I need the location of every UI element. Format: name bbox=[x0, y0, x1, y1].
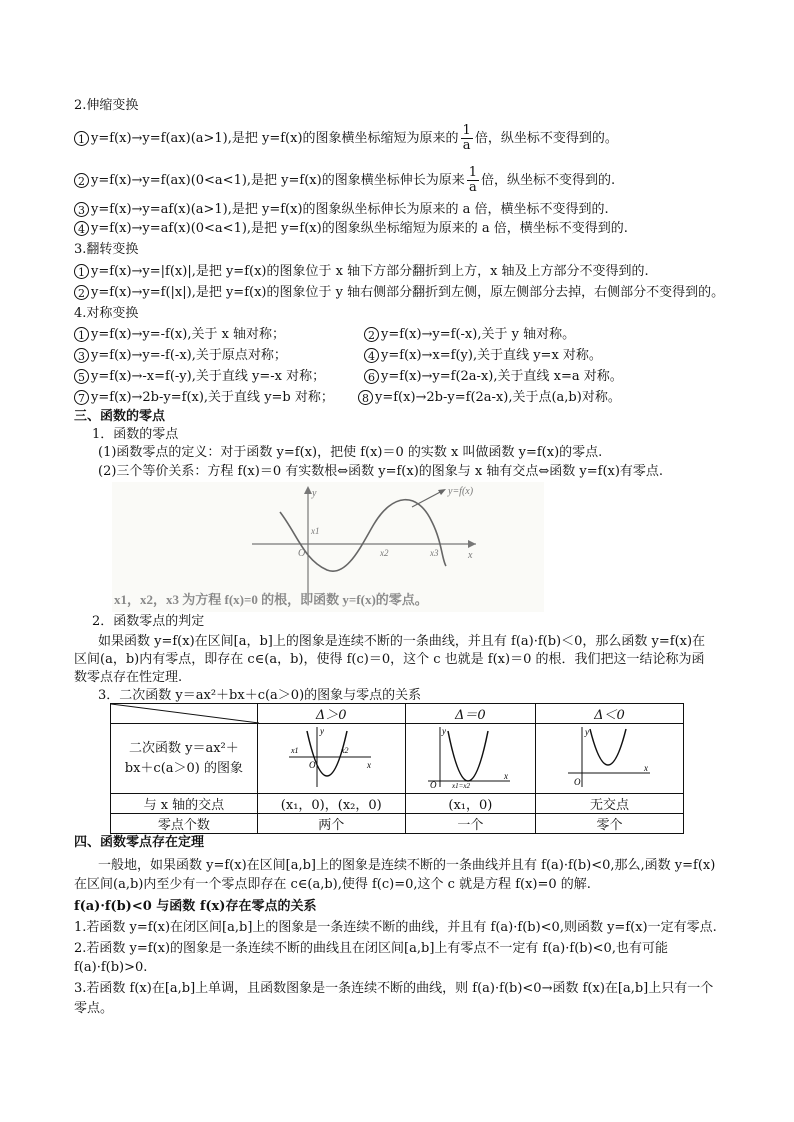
row-label-zero-count: 零点个数 bbox=[111, 814, 258, 834]
relation-subheading: f(a)·f(b)<0 与函数 f(x)存在零点的关系 bbox=[74, 899, 317, 914]
table-row-zero-count bbox=[111, 814, 684, 834]
symmetry-item-1 bbox=[74, 326, 285, 344]
fraction-denominator: a bbox=[468, 180, 477, 195]
symmetry-item-7 bbox=[74, 389, 334, 407]
graph-two-roots bbox=[287, 725, 375, 789]
heading-function-zeros: 三、函数的零点 bbox=[74, 409, 166, 424]
circled-number: 7 bbox=[74, 390, 89, 405]
circled-number: 4 bbox=[364, 348, 379, 363]
stretch-item-text: y=f(x)→y=af(x)(a>1),是把 y=f(x)的图象纵坐标伸长为原来的 a 倍，横坐标不变得到的. bbox=[91, 202, 609, 217]
graph-cell-no-root bbox=[536, 724, 684, 794]
intersections-none: 无交点 bbox=[536, 794, 684, 814]
fraction bbox=[461, 124, 473, 153]
x-label: x bbox=[504, 770, 509, 781]
circled-number: 5 bbox=[74, 369, 89, 384]
parabola bbox=[590, 729, 626, 765]
fraction bbox=[467, 166, 479, 195]
symmetry-item-8 bbox=[358, 389, 621, 407]
x1-label: x1 bbox=[311, 526, 320, 536]
relation-item-3-line-2: 零点。 bbox=[74, 1001, 114, 1016]
stretch-item-1 bbox=[74, 124, 618, 153]
circled-number: 6 bbox=[364, 369, 379, 384]
x2-label: x2 bbox=[341, 745, 349, 755]
graph-cell-one-root bbox=[405, 724, 535, 794]
symmetry-item-6 bbox=[364, 368, 623, 386]
flip-item-text: y=f(x)→y=|f(x)|,是把 y=f(x)的图象位于 x 轴下方部分翻折到上方，x 轴及上方部分不变得到的. bbox=[91, 264, 649, 279]
graph-one-root bbox=[426, 725, 514, 789]
theorem-line-1: 一般地，如果函数 y=f(x)在区间[a,b]上的图象是连续不断的一条曲线并且有 f(a)·f(b)<0,那么,函数 y=f(x) bbox=[98, 858, 716, 873]
stretch-item-text-end: 倍，纵坐标不变得到的. bbox=[480, 173, 616, 188]
circled-number: 1 bbox=[74, 264, 89, 279]
symmetry-item-text: y=f(x)→x=f(y),关于直线 y=x 对称。 bbox=[381, 348, 602, 363]
zero-count-two: 两个 bbox=[257, 814, 405, 834]
circled-number: 1 bbox=[74, 327, 89, 342]
header-delta-negative: Δ＜0 bbox=[536, 704, 684, 724]
stretch-item-text-end: 倍，纵坐标不变得到的。 bbox=[474, 131, 618, 146]
stretch-item-text: y=f(x)→y=f(ax)(a>1),是把 y=f(x)的图象横坐标缩短为原来的 bbox=[91, 131, 459, 146]
origin-label: O bbox=[573, 776, 580, 787]
symmetry-item-5 bbox=[74, 368, 325, 386]
table-corner-cell bbox=[111, 704, 258, 724]
fraction-numerator: 1 bbox=[468, 165, 477, 180]
circled-number: 3 bbox=[74, 348, 89, 363]
stretch-item-4 bbox=[74, 220, 628, 238]
row-label-graph bbox=[111, 724, 258, 794]
fraction-numerator: 1 bbox=[462, 123, 471, 138]
symmetry-item-text: y=f(x)→2b-y=f(x),关于直线 y=b 对称； bbox=[91, 390, 334, 405]
symmetry-item-text: y=f(x)→y=-f(-x),关于原点对称； bbox=[91, 348, 287, 363]
zero-definition: (1)函数零点的定义：对于函数 y=f(x)，把使 f(x)＝0 的实数 x 叫做函数 y=f(x)的零点. bbox=[98, 445, 603, 460]
y-label: y bbox=[584, 726, 589, 737]
circled-number: 1 bbox=[74, 131, 89, 146]
section-title-stretch: 2.伸缩变换 bbox=[74, 98, 139, 113]
symmetry-item-text: y=f(x)→2b-y=f(2a-x),关于点(a,b)对称。 bbox=[375, 390, 621, 405]
figure-caption: x1，x2，x3 为方程 f(x)=0 的根，即函数 y=f(x)的零点。 bbox=[114, 592, 428, 607]
x2-label: x2 bbox=[380, 548, 389, 558]
origin-label: O bbox=[430, 779, 437, 789]
x-label: x bbox=[643, 762, 648, 773]
stretch-item-text: y=f(x)→y=af(x)(0<a<1),是把 y=f(x)的图象纵坐标缩短为原来的 a 倍，横坐标不变得到的. bbox=[91, 221, 628, 236]
circled-number: 2 bbox=[74, 285, 89, 300]
judgement-line-1: 如果函数 y=f(x)在区间[a，b]上的图象是连续不断的一条曲线，并且有 f(a)·f(b)＜0，那么函数 y=f(x)在 bbox=[98, 634, 706, 649]
flip-item-1 bbox=[74, 263, 649, 281]
circled-number: 3 bbox=[74, 202, 89, 217]
header-delta-positive: Δ＞0 bbox=[257, 704, 405, 724]
section-title-flip: 3.翻转变换 bbox=[74, 242, 139, 257]
symmetry-item-2 bbox=[364, 326, 575, 344]
symmetry-item-text: y=f(x)→y=f(-x),关于 y 轴对称。 bbox=[381, 327, 576, 342]
circled-number: 4 bbox=[74, 221, 89, 236]
x3-label: x3 bbox=[430, 548, 439, 558]
row-label-intersections: 与 x 轴的交点 bbox=[111, 794, 258, 814]
header-delta-zero: Δ＝0 bbox=[405, 704, 535, 724]
judgement-line-2: 区间(a，b)内有零点，即存在 c∈(a，b)，使得 f(c)＝0，这个 c 也就是 f(x)＝0 的根．我们把这一结论称为函 bbox=[74, 652, 705, 667]
symmetry-item-4 bbox=[364, 347, 602, 365]
curve-label: y=f(x) bbox=[448, 486, 474, 497]
flip-item-2 bbox=[74, 284, 724, 302]
theorem-line-2: 在区间(a,b)内至少有一个零点即存在 c∈(a,b),使得 f(c)=0,这个 c 就是方程 f(x)=0 的解. bbox=[74, 877, 591, 892]
origin-label: O bbox=[309, 759, 316, 770]
symmetry-item-text: y=f(x)→y=f(2a-x),关于直线 x=a 对称。 bbox=[381, 369, 623, 384]
subheading-judgement: 2．函数零点的判定 bbox=[92, 614, 205, 629]
stretch-item-text: y=f(x)→y=f(ax)(0<a<1),是把 y=f(x)的图象横坐标伸长为原来 bbox=[91, 173, 465, 188]
stretch-item-3 bbox=[74, 201, 609, 219]
origin-label: O bbox=[298, 548, 306, 559]
fraction-denominator: a bbox=[462, 138, 471, 153]
x-label: x bbox=[468, 550, 473, 561]
relation-item-2-line-1: 2.若函数 y=f(x)的图象是一条连续不断的曲线且在闭区间[a,b]上有零点不一定有 f(a)·f(b)<0,也有可能 bbox=[74, 941, 668, 956]
zero-count-one: 一个 bbox=[405, 814, 535, 834]
section-title-symmetry: 4.对称变换 bbox=[74, 306, 139, 321]
zero-equivalence: (2)三个等价关系：方程 f(x)＝0 有实数根⇔函数 y=f(x)的图象与 x 轴有交点⇔函数 y=f(x)有零点. bbox=[98, 464, 664, 479]
row-label-graph-line-2: bx＋c(a＞0) 的图象 bbox=[124, 760, 243, 776]
row-label-graph-line-1: 二次函数 y＝ax²＋ bbox=[129, 740, 239, 756]
relation-item-2-line-2: f(a)·f(b)>0. bbox=[74, 960, 148, 975]
intersections-two: (x₁，0)，(x₂，0) bbox=[257, 794, 405, 814]
zero-count-none: 零个 bbox=[536, 814, 684, 834]
y-label: y bbox=[312, 488, 317, 499]
zero-figure bbox=[112, 482, 544, 612]
table-header-row bbox=[111, 704, 684, 724]
y-label: y bbox=[320, 725, 325, 736]
diagonal-line bbox=[111, 704, 259, 723]
circled-number: 8 bbox=[358, 390, 373, 405]
graph-no-root bbox=[566, 725, 654, 789]
symmetry-item-text: y=f(x)→-x=f(-y),关于直线 y=-x 对称； bbox=[91, 369, 326, 384]
flip-item-text: y=f(x)→y=f(|x|),是把 y=f(x)的图象位于 y 轴右侧部分翻折到左侧，原左侧部分去掉，右侧部分不变得到的。 bbox=[91, 285, 725, 300]
relation-item-1: 1.若函数 y=f(x)在闭区间[a,b]上的图象是一条连续不断的曲线，并且有 f(a)·f(b)<0,则函数 y=f(x)一定有零点. bbox=[74, 920, 717, 935]
intersections-one: (x₁，0) bbox=[405, 794, 535, 814]
table-row-intersections bbox=[111, 794, 684, 814]
x1-x2-label: x1=x2 bbox=[452, 781, 471, 789]
y-label: y bbox=[442, 725, 447, 736]
table-row-graph bbox=[111, 724, 684, 794]
x1-label: x1 bbox=[291, 745, 299, 755]
quadratic-table bbox=[110, 703, 684, 834]
symmetry-item-text: y=f(x)→y=-f(x),关于 x 轴对称； bbox=[91, 327, 286, 342]
heading-existence-theorem: 四、函数零点存在定理 bbox=[74, 835, 205, 850]
subheading-zeros: 1．函数的零点 bbox=[92, 427, 179, 442]
parabola bbox=[448, 731, 488, 781]
circled-number: 2 bbox=[74, 173, 89, 188]
relation-item-3-line-1: 3.若函数 f(x)在[a,b]上单调，且函数图象是一条连续不断的曲线，则 f(a)·f(b)<0→函数 f(x)在[a,b]上只有一个 bbox=[74, 981, 714, 996]
circled-number: 2 bbox=[364, 327, 379, 342]
stretch-item-2 bbox=[74, 166, 615, 195]
x-label: x bbox=[367, 759, 372, 770]
subheading-quadratic: 3．二次函数 y＝ax²＋bx＋c(a＞0)的图象与零点的关系 bbox=[98, 688, 422, 703]
graph-cell-two-roots bbox=[257, 724, 405, 794]
judgement-line-3: 数零点存在性定理. bbox=[74, 670, 183, 685]
symmetry-item-3 bbox=[74, 347, 287, 365]
